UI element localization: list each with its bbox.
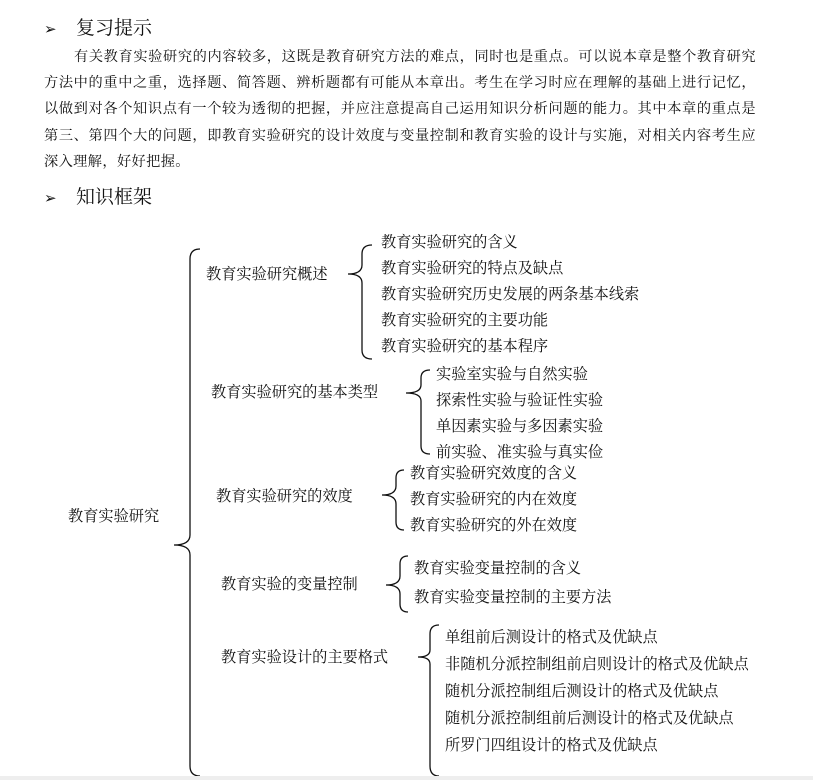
list-item: 单因素实验与多因素实验 [436,417,604,435]
arrow-bullet-icon: ➢ [44,20,57,38]
group5-brace [418,625,439,776]
root-brace [174,249,200,776]
arrow-bullet-icon: ➢ [44,189,57,207]
list-item: 教育实验变量控制的主要方法 [414,588,612,606]
list-item: 单组前后测设计的格式及优缺点 [445,628,658,646]
group2-brace [406,370,430,454]
list-item: 实验室实验与自然实验 [436,365,588,383]
list-item: 所罗门四组设计的格式及优缺点 [445,736,658,754]
list-item: 教育实验研究的内在效度 [410,490,578,508]
list-item: 教育实验研究效度的含义 [410,464,578,482]
list-item: 教育实验研究历史发展的两条基本线索 [381,285,640,303]
list-item: 教育实验研究的基本程序 [381,337,549,355]
list-item: 教育实验变量控制的含义 [414,559,582,577]
group-label: 教育实验设计的主要格式 [221,648,389,666]
list-item: 非随机分派控制组前启则设计的格式及优缺点 [445,655,749,673]
page-bottom-strip [0,776,813,780]
intro-paragraph: 有关教育实验研究的内容较多，这既是教育研究方法的难点，同时也是重点。可以说本章是整个教育研究方法中的重中之重，选择题、简答题、辨析题都有可能从本章出。考生在学习时应在理解的基础上进行记忆，以做到对各个知识点有一个较为透彻的把握，并应注意提高自己运用知识分析问题的能力。其中本章的重点是第三、第四个大的问题，即教育实验研究的设计效度与变量控制和教育实验的设计与实施，对相关内容考生应深入理解，好好把握。 [44,49,756,170]
framework-root: 教育实验研究 [68,507,160,525]
list-item: 探索性实验与验证性实验 [436,391,604,409]
list-item: 教育实验研究的主要功能 [381,311,549,329]
list-item: 随机分派控制组前后测设计的格式及优缺点 [445,709,734,727]
list-item: 教育实验研究的特点及缺点 [381,259,564,277]
list-item: 前实验、准实验与真实俭 [436,443,604,461]
group1-brace [348,245,372,359]
group4-brace [386,556,408,612]
list-item: 随机分派控制组后测设计的格式及优缺点 [445,682,719,700]
group-label: 教育实验研究概述 [206,265,328,283]
section-title: 复习提示 [76,17,153,39]
group-label: 教育实验研究的基本类型 [211,383,379,401]
list-item: 教育实验研究的外在效度 [410,516,578,534]
section-title: 知识框架 [76,186,153,208]
group3-brace [382,470,404,530]
list-item: 教育实验研究的含义 [381,233,518,251]
group-label: 教育实验研究的效度 [216,487,353,505]
group-label: 教育实验的变量控制 [221,575,358,593]
